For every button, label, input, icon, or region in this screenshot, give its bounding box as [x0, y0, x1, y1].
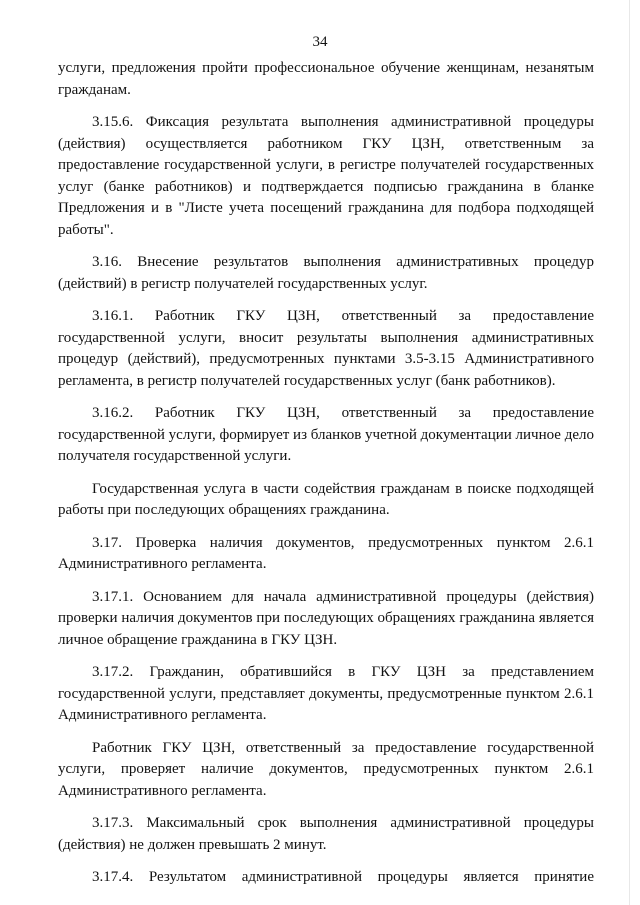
- paragraph-3-16: 3.16. Внесение результатов выполнения административных процедур (действий) в регистр получателей государственных услуг.: [58, 254, 594, 292]
- paragraph-3-17: 3.17. Проверка наличия документов, предусмотренных пунктом 2.6.1 Административного регламента.: [58, 534, 594, 572]
- paragraph-3-16-2: 3.16.2. Работник ГКУ ЦЗН, ответственный за предоставление государственной услуги, формирует из бланков учетной документации личное дело получателя государственной услуги.: [58, 405, 594, 464]
- paragraph-3-17-1: 3.17.1. Основанием для начала административной процедуры (действия) проверки наличия документов при последующих обращениях гражданина является личное обращение гражданина в ГКУ ЦЗН.: [58, 588, 594, 648]
- paragraph-worker-check: Работник ГКУ ЦЗН, ответственный за предоставление государственной услуги, проверяет наличие документов, предусмотренных пунктом 2.6.1 Административного регламента.: [58, 739, 594, 799]
- page-number: 34: [312, 34, 328, 50]
- paragraph-3-15-6: 3.15.6. Фиксация результата выполнения административной процедуры (действия) осуществляется работником ГКУ ЦЗН, ответственным за предоставление государственной услуги, в регистре получателей государственных услуг (банке работников) и подтверждается подписью гражданина в бланке Предложения и в "Листе учета посещений гражданина для подбора подходящей работы".: [58, 114, 594, 238]
- paragraph-section-heading: Государственная услуга в части содействия гражданам в поиске подходящей работы при последующих обращениях гражданина.: [58, 480, 594, 518]
- paragraph-3-17-4: 3.17.4. Результатом административной процедуры является принятие: [92, 869, 594, 885]
- paragraph-3-17-2: 3.17.2. Гражданин, обратившийся в ГКУ ЦЗН за представлением государственной услуги, представляет документы, предусмотренные пунктом 2.6.1 Административного регламента.: [58, 664, 594, 723]
- scan-edge-line: [629, 0, 630, 905]
- paragraph-3-16-1: 3.16.1. Работник ГКУ ЦЗН, ответственный за предоставление государственной услуги, вносит результаты выполнения административных процедур (действий), предусмотренных пунктами 3.5-3.15 Административного регламента, в регистр получателей государственных услуг (банк работников).: [58, 308, 594, 389]
- document-body: [58, 58, 594, 900]
- paragraph-3-17-3: 3.17.3. Максимальный срок выполнения административной процедуры (действия) не должен превышать 2 минут.: [58, 815, 594, 853]
- paragraph-continuation: услуги, предложения пройти профессиональное обучение женщинам, незанятым гражданам.: [58, 60, 594, 98]
